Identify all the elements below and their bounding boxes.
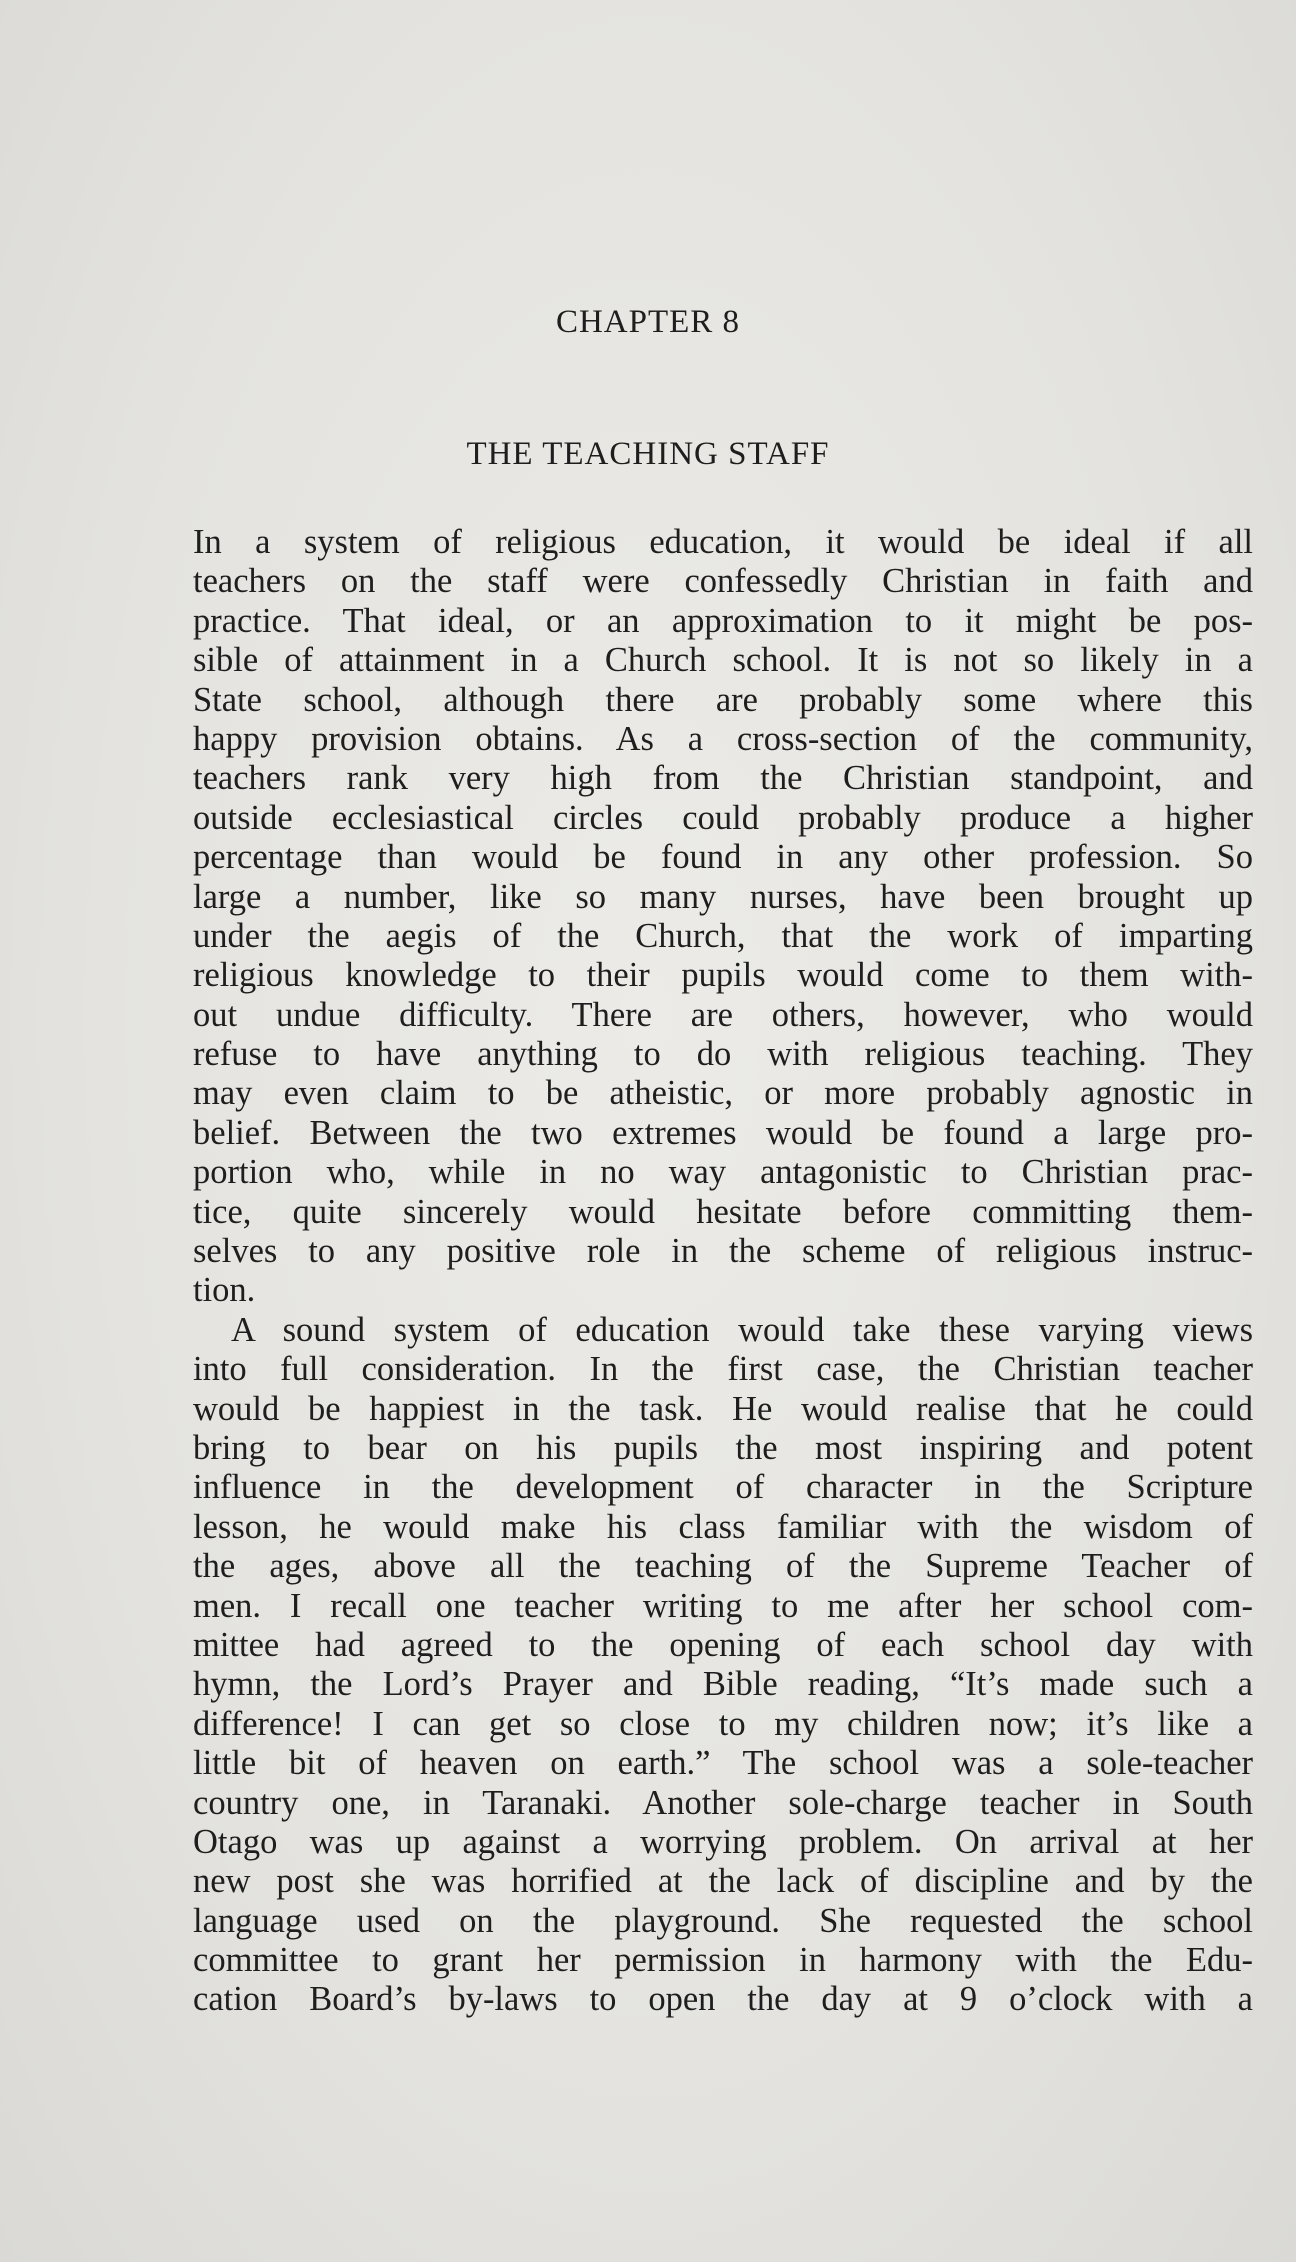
text-line: out undue difficulty. There are others, however, who would <box>193 995 1253 1034</box>
paragraph <box>193 1311 1253 2020</box>
text-line: large a number, like so many nurses, have been brought up <box>193 877 1253 916</box>
text-line: practice. That ideal, or an approximation to it might be pos- <box>193 601 1253 640</box>
text-line: influence in the development of character in the Scripture <box>193 1468 1253 1507</box>
chapter-number: CHAPTER 8 <box>555 304 741 340</box>
text-line: men. I recall one teacher writing to me after her school com- <box>193 1586 1253 1625</box>
text-line: committee to grant her permission in harmony with the Edu- <box>193 1941 1253 1980</box>
text-line: may even claim to be atheistic, or more probably agnostic in <box>193 1074 1253 1113</box>
text-line: State school, although there are probably some where this <box>193 680 1253 719</box>
text-line: belief. Between the two extremes would be found a large pro- <box>193 1113 1253 1152</box>
text-line: teachers on the staff were confessedly Christian in faith and <box>193 562 1253 601</box>
text-line: the ages, above all the teaching of the Supreme Teacher of <box>193 1547 1253 1586</box>
text-line: language used on the playground. She requested the school <box>193 1901 1253 1940</box>
text-line: percentage than would be found in any other profession. So <box>193 838 1253 877</box>
text-line: A sound system of education would take these varying views <box>231 1310 1253 1349</box>
text-line: In a system of religious education, it would be ideal if all <box>193 523 1253 561</box>
text-line: refuse to have anything to do with religious teaching. They <box>193 1035 1253 1074</box>
text-line: portion who, while in no way antagonistic to Christian prac- <box>193 1153 1253 1192</box>
text-line: under the aegis of the Church, that the work of imparting <box>193 916 1253 955</box>
text-line: tice, quite sincerely would hesitate before committing them- <box>193 1192 1253 1231</box>
text-line: bring to bear on his pupils the most inspiring and potent <box>193 1428 1253 1467</box>
text-line: Otago was up against a worrying problem. On arrival at her <box>193 1822 1253 1861</box>
chapter-title: THE TEACHING STAFF <box>466 436 830 472</box>
text-line: cation Board’s by-laws to open the day at 9 o’clock with a <box>193 1980 1253 2019</box>
text-line: selves to any positive role in the scheme of religious instruc- <box>193 1232 1253 1271</box>
text-line: teachers rank very high from the Christian standpoint, and <box>193 759 1253 798</box>
text-line: difference! I can get so close to my children now; it’s like a <box>193 1704 1253 1743</box>
text-line: country one, in Taranaki. Another sole-charge teacher in South <box>193 1783 1253 1822</box>
text-line: tion. <box>193 1271 256 1310</box>
text-line: into full consideration. In the first case, the Christian teacher <box>193 1350 1253 1389</box>
text-line: hymn, the Lord’s Prayer and Bible reading, “It’s made such a <box>193 1665 1253 1704</box>
text-line: would be happiest in the task. He would realise that he could <box>193 1389 1253 1428</box>
body-text <box>193 523 1253 2020</box>
paragraph <box>193 523 1253 1311</box>
text-line: happy provision obtains. As a cross-section of the community, <box>193 719 1253 758</box>
text-line: outside ecclesiastical circles could probably produce a higher <box>193 798 1253 837</box>
text-line: mittee had agreed to the opening of each school day with <box>193 1625 1253 1664</box>
text-line: little bit of heaven on earth.” The school was a sole-teacher <box>193 1744 1253 1783</box>
text-line: lesson, he would make his class familiar with the wisdom of <box>193 1507 1253 1546</box>
text-line: religious knowledge to their pupils would come to them with- <box>193 956 1253 995</box>
text-line: new post she was horrified at the lack of discipline and by the <box>193 1862 1253 1901</box>
text-line: sible of attainment in a Church school. It is not so likely in a <box>193 641 1253 680</box>
